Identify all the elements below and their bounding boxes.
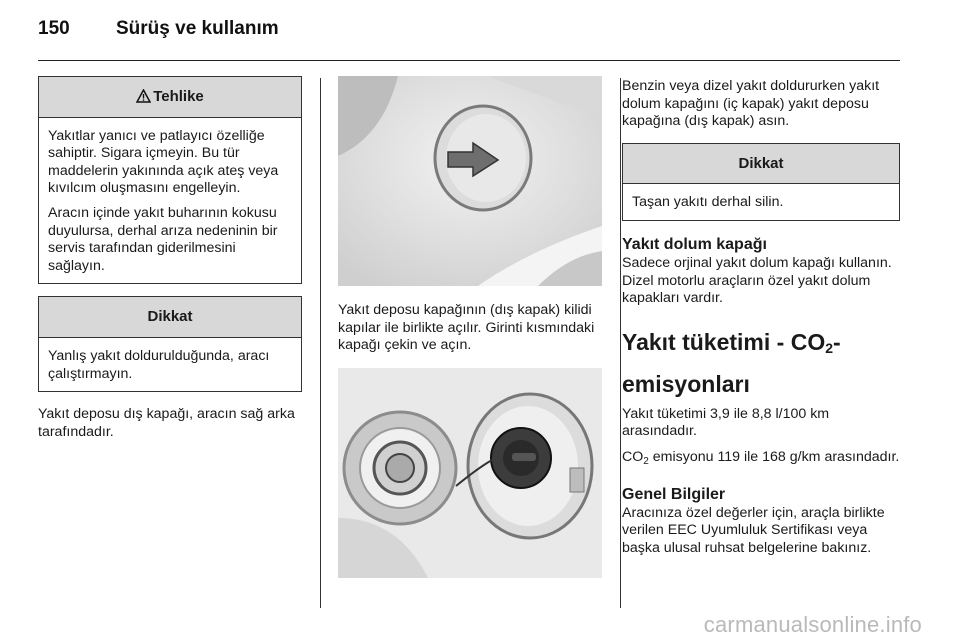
- section-heading-text: Yakıt tüketimi - CO: [622, 328, 826, 355]
- section-subheading: Genel Bilgiler: [622, 485, 726, 503]
- subscript: 2: [825, 339, 834, 356]
- notice-box: [38, 296, 302, 392]
- header-rule: [38, 60, 900, 61]
- notice-box-header: Dikkat: [39, 297, 301, 338]
- column-divider: [320, 78, 321, 608]
- body-paragraph: [622, 449, 900, 471]
- section-heading-text: -: [833, 328, 841, 355]
- watermark: carmanualsonline.info: [703, 612, 922, 637]
- body-paragraph: Benzin veya dizel yakıt doldururken yakıt dolum kapağını (iç kapak) yakıt deposu kapağına (dış kapak) asın.: [622, 78, 880, 130]
- body-paragraph: Sadece orjinal yakıt dolum kapağı kullanın. Dizel motorlu araçların özel yakıt dolum kapakları vardır.: [622, 254, 892, 307]
- section-subheading: Yakıt dolum kapağı: [622, 235, 767, 253]
- danger-title: Tehlike: [153, 88, 204, 105]
- body-paragraph: Yakıt tüketimi 3,9 ile 8,8 l/100 km arasındadır.: [622, 405, 830, 440]
- fuel-filler-cap-photo: [338, 368, 602, 578]
- column-right: [622, 76, 900, 557]
- body-paragraph: Yakıt deposu kapağının (dış kapak) kilidi kapılar ile birlikte açılır. Girinti kısmındaki kapağı çekin ve açın.: [338, 302, 595, 354]
- warning-triangle-icon: [136, 89, 151, 103]
- notice-box: [622, 143, 900, 221]
- column-divider: [620, 78, 621, 608]
- notice-text: Yanlış yakıt doldurulduğunda, aracı çalıştırmayın.: [48, 347, 270, 382]
- column-left: [38, 76, 302, 441]
- danger-text: Yakıtlar yanıcı ve patlayıcı özelliğe sahiptir. Sigara içmeyin. Bu tür maddelerin yakınında açık ateş veya kıvılcım oluşmasını engelleyin.: [48, 127, 279, 197]
- page-number: 150: [38, 18, 70, 39]
- column-middle: [338, 76, 602, 578]
- notice-text: Taşan yakıtı derhal silin.: [632, 194, 784, 211]
- danger-box: [38, 76, 302, 284]
- body-paragraph: Aracınıza özel değerler için, araçla birlikte verilen EEC Uyumluluk Sertifikası veya başka ulusal ruhsat belgelerine bakınız.: [622, 504, 885, 556]
- danger-text: Aracın içinde yakıt buharının kokusu duyulursa, derhal arıza nedeninin bir servis tarafından giderilmesini sağlayın.: [48, 204, 278, 274]
- danger-box-header: [39, 77, 301, 118]
- section-heading: [622, 324, 900, 402]
- section-heading-text: emisyonları: [622, 370, 750, 397]
- page-title: Sürüş ve kullanım: [116, 18, 279, 39]
- notice-box-header: Dikkat: [623, 144, 899, 185]
- subscript: 2: [643, 455, 649, 467]
- page-header: [38, 18, 279, 40]
- co2-text: emisyonu 119 ile 168 g/km arasındadır.: [648, 448, 900, 465]
- fuel-door-closed-photo: [338, 76, 602, 286]
- co2-text: CO: [622, 448, 644, 465]
- body-paragraph: Yakıt deposu dış kapağı, aracın sağ arka tarafındadır.: [38, 406, 295, 440]
